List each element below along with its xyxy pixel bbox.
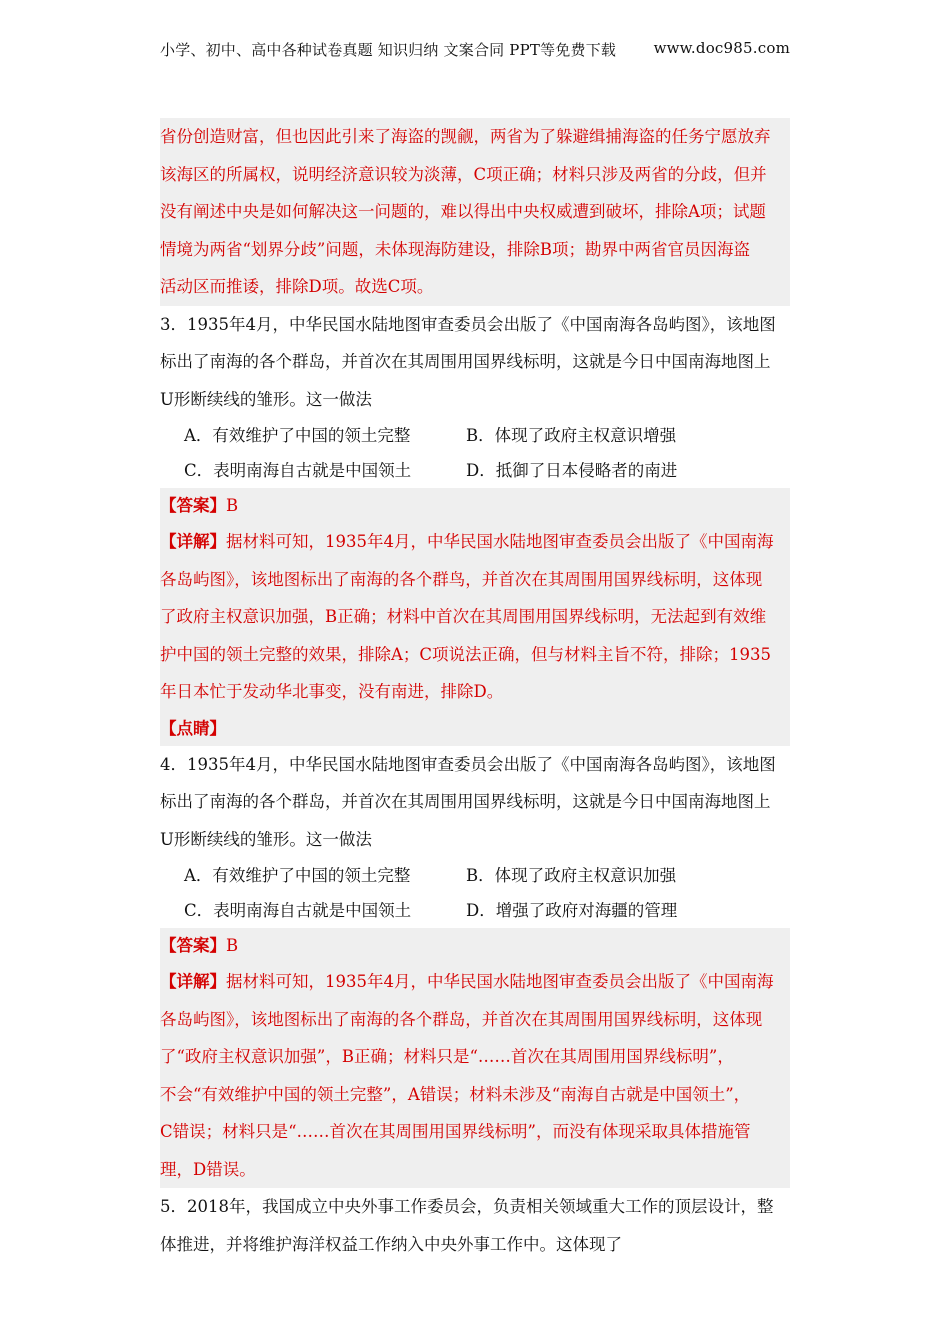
question-line: U形断续线的雏形。这一做法 bbox=[160, 829, 372, 849]
option-a: A．有效维护了中国的领土完整 bbox=[184, 426, 411, 445]
option-c: C．表明南海自古就是中国领土 bbox=[184, 461, 412, 480]
answer-value: B bbox=[226, 496, 239, 515]
detail-line: 不会“有效维护中国的领土完整”，A错误；材料未涉及“南海自古就是中国领土”， bbox=[160, 1084, 751, 1104]
tip-label: 【点睛】 bbox=[160, 718, 226, 738]
header-website: www.doc985.com bbox=[653, 39, 790, 57]
detail-line: C错误；材料只是“……首次在其周围用国界线标明”，而没有体现采取具体措施管 bbox=[160, 1122, 751, 1141]
option-d: D．增强了政府对海疆的管理 bbox=[466, 901, 678, 920]
detail-label: 【详解】 bbox=[160, 972, 226, 991]
answer-label: 【答案】 bbox=[160, 496, 226, 515]
question-line: 5．2018年，我国成立中央外事工作委员会，负责相关领域重大工作的顶层设计，整 bbox=[160, 1197, 774, 1216]
answer-value: B bbox=[226, 936, 239, 955]
answer-block-4 bbox=[160, 928, 790, 1188]
question-line: 3．1935年4月，中华民国水陆地图审查委员会出版了《中国南海各岛屿图》，该地图 bbox=[160, 314, 776, 334]
option-a: A．有效维护了中国的领土完整 bbox=[184, 866, 411, 885]
prev-answer-line: 省份创造财富，但也因此引来了海盗的觊觎，两省为了躲避缉捕海盗的任务宁愿放弃 bbox=[160, 127, 771, 146]
detail-text: 据材料可知，1935年4月，中华民国水陆地图审查委员会出版了《中国南海 bbox=[226, 972, 774, 991]
question-line: 4．1935年4月，中华民国水陆地图审查委员会出版了《中国南海各岛屿图》，该地图 bbox=[160, 754, 776, 774]
answer-line bbox=[160, 488, 790, 523]
prev-answer-line: 活动区而推诿，排除D项。故选C项。 bbox=[160, 277, 434, 296]
option-b: B．体现了政府主权意识加强 bbox=[466, 866, 677, 885]
detail-line: 各岛屿图》，该地图标出了南海的各个群岛，并首次在其周围用国界线标明，这体现 bbox=[160, 1009, 763, 1029]
option-b: B．体现了政府主权意识增强 bbox=[466, 426, 677, 445]
detail-line: 护中国的领土完整的效果，排除A；C项说法正确，但与材料主旨不符，排除；1935 bbox=[160, 644, 772, 664]
document-body bbox=[160, 118, 790, 1263]
answer-block-3 bbox=[160, 488, 790, 746]
detail-line: 年日本忙于发动华北事变，没有南进，排除D。 bbox=[160, 682, 504, 701]
question-line: 标出了南海的各个群岛，并首次在其周围用国界线标明，这就是今日中国南海地图上 bbox=[160, 352, 771, 371]
question-line: U形断续线的雏形。这一做法 bbox=[160, 389, 372, 409]
prev-answer-line: 情境为两省“划界分歧”问题，未体现海防建设，排除B项；勘界中两省官员因海盗 bbox=[160, 239, 750, 259]
option-d: D．抵御了日本侵略者的南进 bbox=[466, 461, 678, 480]
options-row bbox=[160, 858, 790, 893]
answer-line bbox=[160, 928, 790, 963]
prev-answer-line: 该海区的所属权，说明经济意识较为淡薄，C项正确；材料只涉及两省的分歧，但并 bbox=[160, 164, 767, 184]
prev-answer-line: 没有阐述中央是如何解决这一问题的，难以得出中央权威遭到破坏，排除A项；试题 bbox=[160, 202, 766, 221]
detail-line: 理，D错误。 bbox=[160, 1159, 256, 1179]
detail-line: 了政府主权意识加强，B正确；材料中首次在其周围用国界线标明，无法起到有效维 bbox=[160, 607, 767, 626]
question-4 bbox=[160, 746, 790, 929]
detail-line bbox=[160, 963, 790, 1001]
options-row bbox=[160, 418, 790, 453]
question-line: 体推进，并将维护海洋权益工作纳入中央外事工作中。这体现了 bbox=[160, 1234, 622, 1254]
detail-text: 据材料可知，1935年4月，中华民国水陆地图审查委员会出版了《中国南海 bbox=[226, 532, 774, 551]
options-row bbox=[160, 893, 790, 928]
page-header bbox=[160, 39, 790, 60]
detail-line: 各岛屿图》，该地图标出了南海的各个群鸟，并首次在其周围用国界线标明，这体现 bbox=[160, 569, 763, 589]
question-line: 标出了南海的各个群岛，并首次在其周围用国界线标明，这就是今日中国南海地图上 bbox=[160, 792, 771, 811]
prev-answer-block bbox=[160, 118, 790, 306]
question-3 bbox=[160, 306, 790, 489]
option-c: C．表明南海自古就是中国领土 bbox=[184, 901, 412, 920]
detail-label: 【详解】 bbox=[160, 532, 226, 551]
header-promo-text: 小学、初中、高中各种试卷真题 知识归纳 文案合同 PPT等免费下载 bbox=[160, 41, 617, 59]
options-row bbox=[160, 453, 790, 488]
detail-line bbox=[160, 523, 790, 561]
question-5 bbox=[160, 1188, 790, 1263]
answer-label: 【答案】 bbox=[160, 936, 226, 955]
tip-line bbox=[160, 711, 790, 746]
detail-line: 了“政府主权意识加强”，B正确；材料只是“……首次在其周围用国界线标明”， bbox=[160, 1047, 734, 1066]
